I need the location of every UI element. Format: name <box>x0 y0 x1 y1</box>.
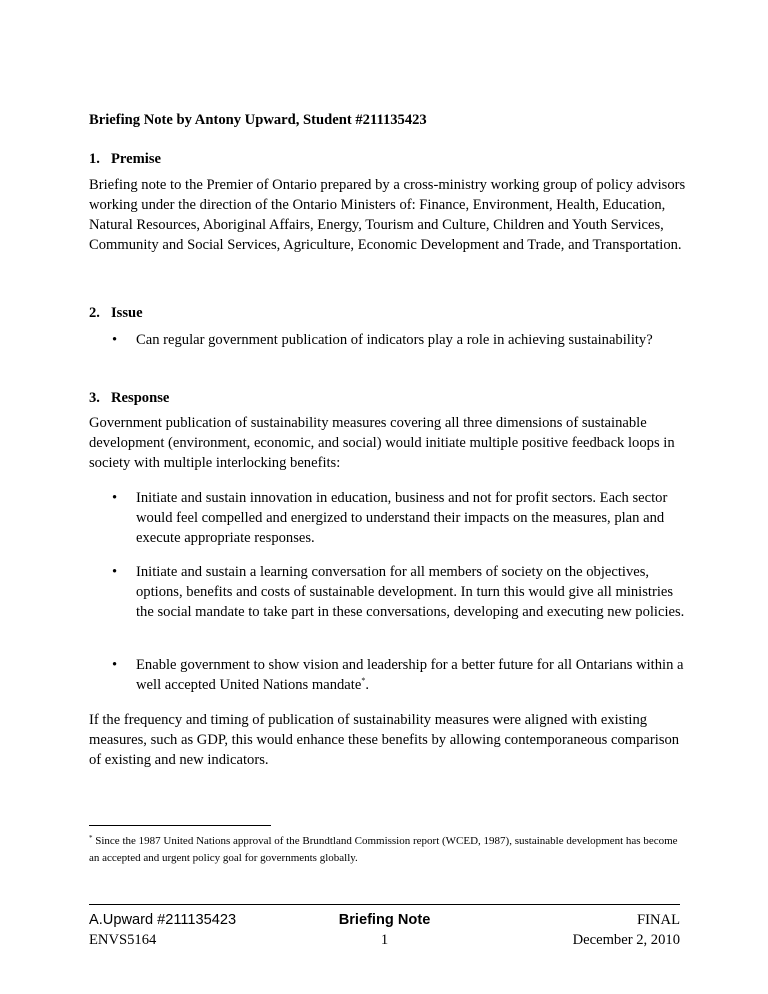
section-title: Premise <box>111 151 161 167</box>
bullet-glyph: • <box>112 564 118 580</box>
response-bullet <box>112 562 692 622</box>
response-intro-paragraph: Government publication of sustainability measures covering all three dimensions of sustainable development (environment, economic, and social) would initiate multiple positive feedback loops in society with multiple interlocking benefits: <box>89 415 675 471</box>
section-number: 2. <box>89 305 100 321</box>
section-number: 1. <box>89 151 100 167</box>
footer-doc-type: Briefing Note <box>338 912 431 928</box>
footnote <box>89 833 689 867</box>
footer-separator <box>89 904 680 905</box>
bullet-text: Initiate and sustain a learning conversation for all members of society on the objectives, options, benefits and costs of sustainable development. In turn this would give all ministries the social mandate to take part in these conversations, developing and executing new policies. <box>136 564 685 620</box>
response-bullet <box>112 655 692 695</box>
section-title: Response <box>111 390 170 406</box>
bullet-text <box>136 655 692 695</box>
footnote-separator <box>89 825 271 826</box>
footer-author-id: A.Upward #211135423 <box>89 912 237 928</box>
section-premise-heading <box>89 149 161 169</box>
footer-status: FINAL <box>637 912 680 928</box>
section-title: Issue <box>111 305 143 321</box>
bullet-glyph: • <box>112 490 118 506</box>
footer-page-number: 1 <box>380 932 389 948</box>
premise-paragraph: Briefing note to the Premier of Ontario prepared by a cross-ministry working group of policy advisors working under the direction of the Ontario Ministers of: Finance, Environment, Health, Education, Natural Resources, Aboriginal Affairs, Energy, Tourism and Culture, Children and Youth Services, Community and Social Services, Agriculture, Economic Development and Trade, and Transportation. <box>89 177 686 253</box>
footnote-marker: * <box>89 834 93 842</box>
bullet-glyph: • <box>112 332 118 348</box>
footer-course: ENVS5164 <box>89 932 157 948</box>
bullet-glyph: • <box>112 657 118 673</box>
bullet-text-body: Enable government to show vision and leadership for a better future for all Ontarians within a well accepted United Nations mandate <box>136 657 684 693</box>
footnote-text: Since the 1987 United Nations approval of the Brundtland Commission report (WCED, 1987), sustainable development has become an accepted and urgent policy goal for governments globally. <box>89 835 678 864</box>
footnote-reference[interactable]: * <box>361 676 366 685</box>
bullet-text: Can regular government publication of indicators play a role in achieving sustainability? <box>136 332 653 348</box>
page-footer <box>89 910 680 950</box>
response-bullet <box>112 488 692 548</box>
issue-bullet <box>112 330 692 350</box>
bullet-period: . <box>365 677 369 693</box>
document-title: Briefing Note by Antony Upward, Student #211135423 <box>89 112 427 128</box>
footer-date: December 2, 2010 <box>572 932 680 948</box>
bullet-text: Initiate and sustain innovation in education, business and not for profit sectors. Each sector would feel compelled and energized to understand their impacts on the measures, plan and execute appropriate responses. <box>136 490 668 546</box>
response-closing-paragraph: If the frequency and timing of publication of sustainability measures were aligned with existing measures, such as GDP, this would enhance these benefits by allowing contemporaneous comparison of existing and new indicators. <box>89 712 680 768</box>
section-issue-heading <box>89 303 143 323</box>
section-number: 3. <box>89 390 100 406</box>
section-response-heading <box>89 388 169 408</box>
